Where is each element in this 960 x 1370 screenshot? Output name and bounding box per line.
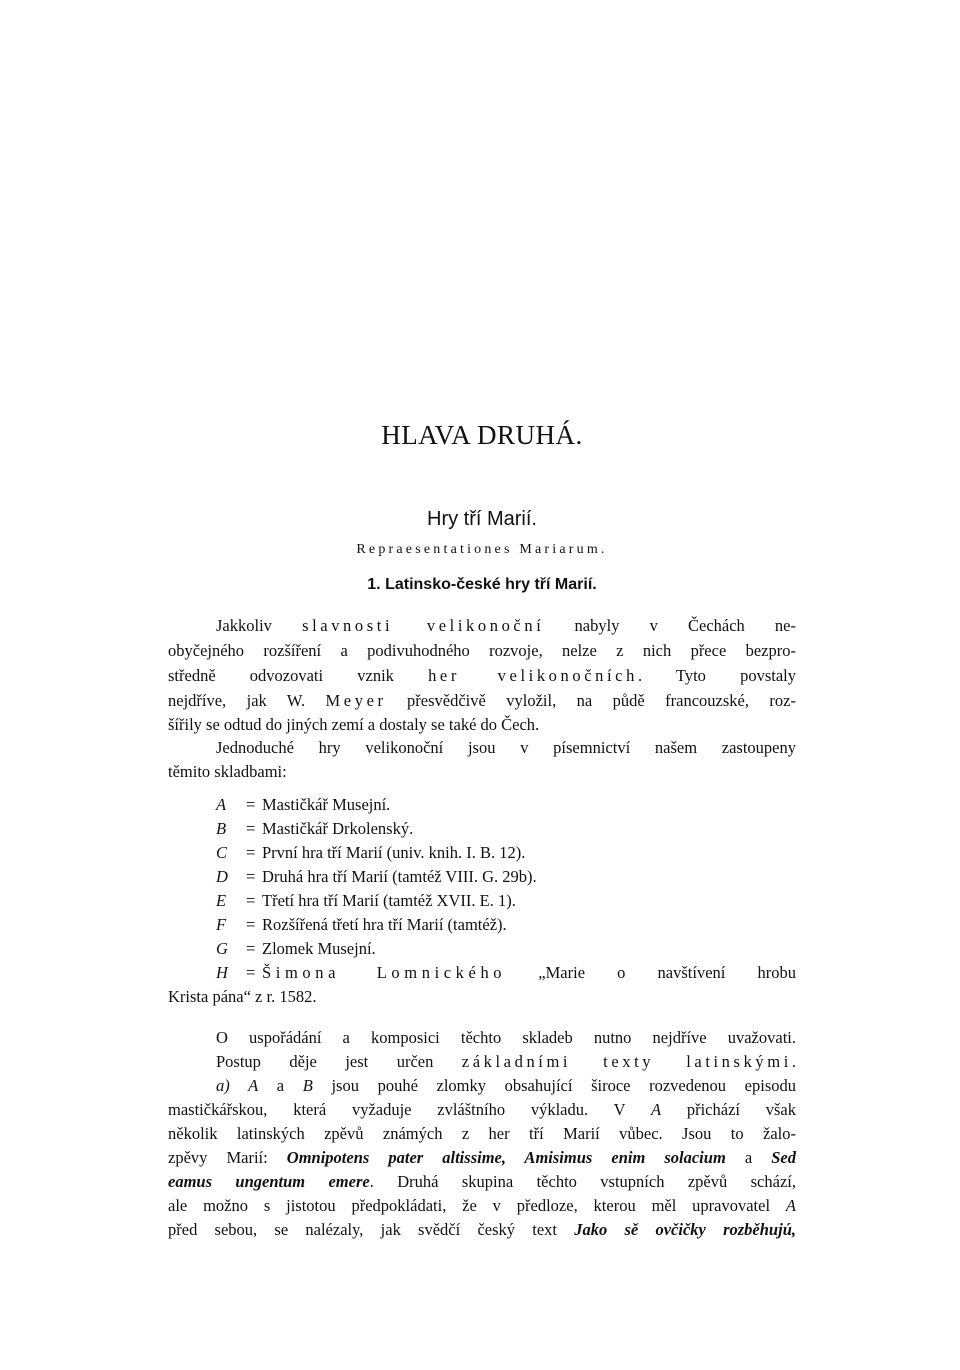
text: Postup děje jest určen (216, 1052, 462, 1071)
list-text: Rozšířená třetí hra tří Marií (tamtéž). (262, 915, 507, 934)
text: přesvědčivě vyložil, na půdě francouzské, roz- (386, 691, 796, 710)
spaced-text: Šimona Lomnického (262, 963, 507, 982)
spaced-text: slavnosti velikonoční (302, 616, 545, 635)
list-letter: B (216, 819, 227, 838)
list-item (216, 937, 796, 961)
text: nejdříve, jak W. (168, 691, 326, 710)
text: přichází však (661, 1100, 796, 1119)
equals-sign: = (246, 819, 256, 838)
text: Sed (771, 1148, 796, 1167)
paragraph-line: obyčejného rozšíření a podivuhodného rozvoje, nelze z nich přece bezpro- (168, 641, 796, 660)
text: A (650, 1100, 662, 1119)
list-item (216, 961, 796, 985)
equals-sign: = (246, 843, 256, 862)
equals-sign: = (246, 939, 256, 958)
paragraph-line: O uspořádání a komposici těchto skladeb nutno nejdříve uvažovati. (216, 1028, 796, 1047)
paragraph-line (168, 1218, 796, 1242)
subsection-title: 1. Latinsko-české hry tří Marií. (367, 576, 597, 593)
list-text: „Marie o navštívení hrobu (506, 963, 796, 982)
list-item (216, 913, 796, 937)
section-title: Hry tří Marií. (427, 508, 537, 530)
equals-sign: = (246, 963, 256, 982)
list-item (216, 841, 796, 865)
list-letter: C (216, 843, 228, 862)
paragraph-line: několik latinských zpěvů známých z her tří Marií vůbec. Jsou to žalo- (168, 1124, 796, 1143)
list-letter: F (216, 915, 227, 934)
list-text: Zlomek Musejní. (262, 939, 376, 958)
list-letter: E (216, 891, 227, 910)
text: jsou pouhé zlomky obsahující široce rozvedenou episodu (312, 1076, 796, 1095)
text: . (791, 1052, 796, 1071)
text: Omnipotens pater altissime, Amisimus enim solacium (286, 1148, 726, 1167)
list-item-continuation: Krista pána“ z r. 1582. (168, 987, 317, 1006)
list-item (216, 865, 796, 889)
text: . Tyto povstaly (637, 666, 796, 685)
paragraph-line (168, 689, 796, 713)
chapter-title: HLAVA DRUHÁ. (381, 420, 583, 450)
equals-sign: = (246, 795, 256, 814)
list-item (216, 793, 796, 817)
paragraph-line: těmito skladbami: (168, 762, 287, 781)
list-item (216, 889, 796, 913)
paragraph-line (168, 614, 796, 638)
paragraph-line (168, 1074, 796, 1098)
spaced-text: her velikonočních (428, 666, 638, 685)
text: nabyly v Čechách ne- (544, 616, 796, 635)
list-text: První hra tří Marií (univ. knih. I. B. 12). (262, 843, 526, 862)
list-text: Mastičkář Drkolenský. (262, 819, 414, 838)
paragraph-line: Jednoduché hry velikonoční jsou v písemnictví našem zastoupeny (216, 738, 796, 757)
text: mastičkářskou, která vyžaduje zvláštního výkladu. V (168, 1100, 651, 1119)
paragraph-line (168, 1194, 796, 1218)
text: a (258, 1076, 303, 1095)
spaced-text: Meyer (325, 691, 387, 710)
paragraph-line (168, 664, 796, 688)
paragraph-line (168, 1098, 796, 1122)
text: středně odvozovati vznik (168, 666, 429, 685)
text: a) (216, 1076, 249, 1095)
text: ale možno s jistotou předpokládati, že v předloze, kterou měl upravovatel (168, 1196, 786, 1215)
text: A (248, 1076, 259, 1095)
list-letter: A (216, 795, 227, 814)
text: eamus ungentum emere (168, 1172, 370, 1191)
text: Jakkoliv (216, 616, 303, 635)
text: před sebou, se nalézaly, jak svědčí český text (168, 1220, 575, 1239)
paragraph-line (168, 1170, 796, 1194)
list-letter: D (216, 867, 228, 886)
paragraph-line (168, 1050, 796, 1074)
paragraph-line: šířily se odtud do jiných zemí a dostaly se také do Čech. (168, 715, 540, 734)
list-text: Třetí hra tří Marií (tamtéž XVII. E. 1). (262, 891, 516, 910)
text: B (302, 1076, 313, 1095)
text: Jako sě ovčičky rozběhujú, (574, 1220, 796, 1239)
list-letter: H (216, 963, 228, 982)
equals-sign: = (246, 891, 256, 910)
text: . Druhá skupina těchto vstupních zpěvů schází, (369, 1172, 796, 1191)
list-letter: G (216, 939, 228, 958)
text: A (785, 1196, 796, 1215)
spaced-text: základními texty latinskými (461, 1052, 792, 1071)
equals-sign: = (246, 915, 256, 934)
text: zpěvy Marií: (168, 1148, 287, 1167)
equals-sign: = (246, 867, 256, 886)
section-subtitle: Repraesentationes Mariarum. (356, 542, 608, 557)
paragraph-line (168, 1146, 796, 1170)
list-item (216, 817, 796, 841)
text: a (725, 1148, 772, 1167)
list-text: Druhá hra tří Marií (tamtéž VIII. G. 29b). (262, 867, 537, 886)
list-text: Mastičkář Musejní. (262, 795, 391, 814)
